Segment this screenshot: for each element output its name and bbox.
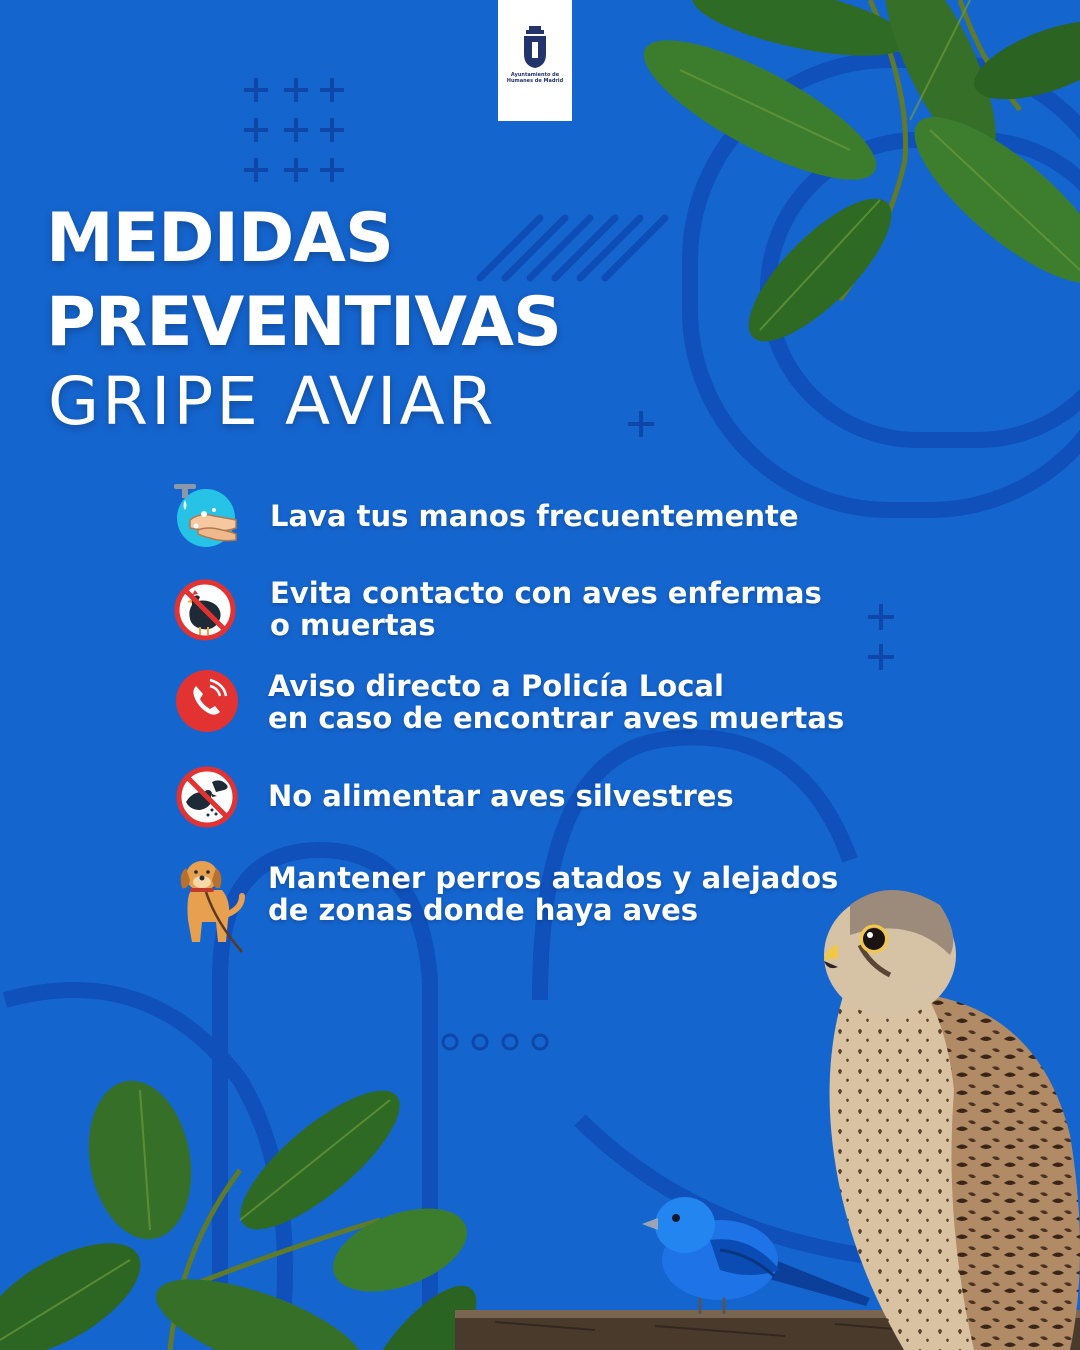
measure-text-no-contact [270, 577, 822, 641]
measure-text-no-feeding [268, 780, 734, 812]
leaves-branch-image [640, 0, 1080, 370]
measure-line: Mantener perros atados y alejados [268, 861, 839, 895]
measure-line: Aviso directo a Policía Local [268, 669, 724, 703]
measure-line: Lava tus manos frecuentemente [270, 499, 799, 533]
leaves-plant-image [0, 1050, 480, 1350]
no-contact-sick-bird-icon [170, 575, 240, 645]
measure-text-police-notice [268, 670, 844, 734]
measure-line: de zonas donde haya aves [268, 893, 699, 927]
municipal-logo [498, 0, 572, 121]
page-subtitle: GRIPE AVIAR [48, 363, 497, 440]
no-feeding-birds-icon [172, 762, 242, 832]
coat-of-arms-icon [520, 26, 550, 70]
measure-line: Evita contacto con aves enfermas [270, 576, 822, 610]
measure-line: en caso de encontrar aves muertas [268, 701, 845, 735]
measure-text-dogs-leashed [268, 862, 838, 926]
phone-call-icon [172, 666, 242, 736]
logo-text: Ayuntamiento de Humanes de Madrid [506, 72, 564, 84]
kestrel-bird-image [810, 885, 1080, 1350]
measure-line: No alimentar aves silvestres [268, 779, 734, 813]
page-title-line-1: MEDIDAS [46, 199, 393, 278]
page-title-line-2: PREVENTIVAS [46, 283, 561, 362]
hand-washing-icon [168, 480, 238, 550]
measure-line: o muertas [270, 608, 436, 642]
leashed-dog-icon [172, 856, 252, 956]
measure-text-hand-washing [270, 500, 799, 532]
